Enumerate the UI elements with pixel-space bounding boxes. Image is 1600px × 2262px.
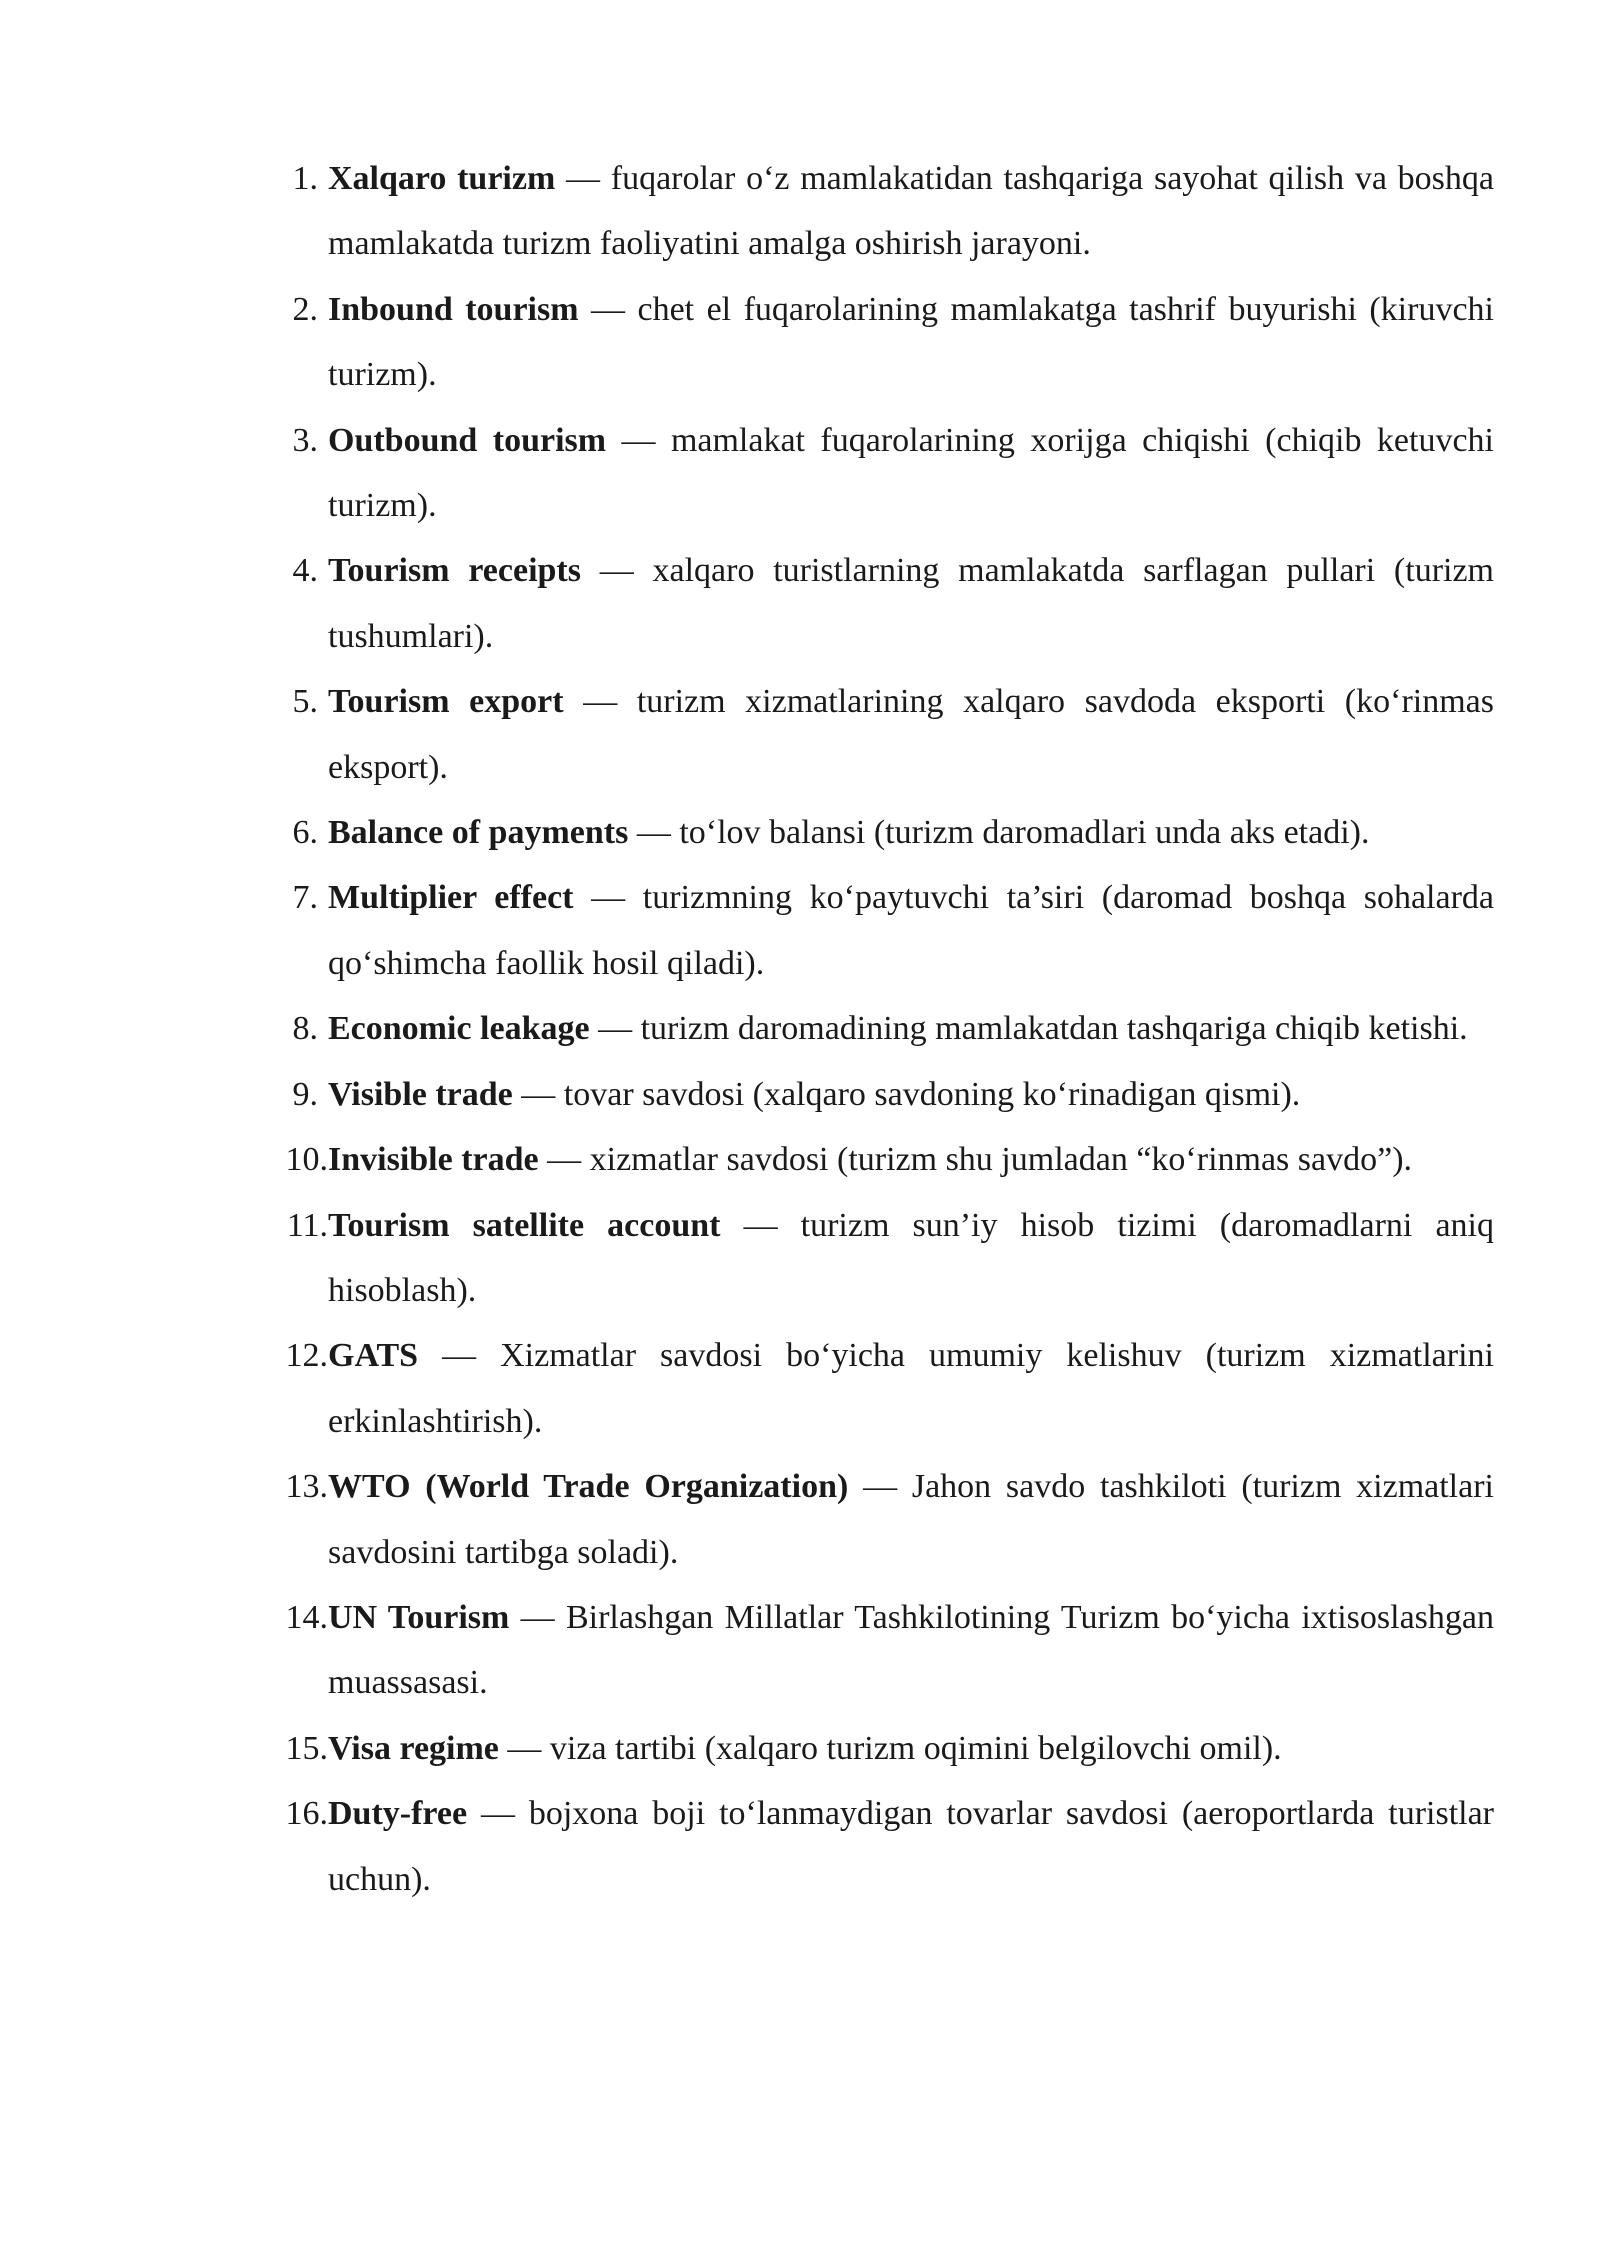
term-name: WTO (World Trade Organization) xyxy=(328,1468,849,1506)
item-number: 13. xyxy=(285,1468,328,1506)
list-item xyxy=(272,408,1494,539)
item-text xyxy=(328,865,1494,996)
item-text xyxy=(328,1716,1494,1781)
item-text xyxy=(328,1781,1494,1912)
term-name: Invisible trade xyxy=(328,1141,539,1179)
item-text xyxy=(328,146,1494,277)
term-definition: — to‘lov balansi (turizm daromadlari unda aks etadi). xyxy=(628,814,1370,852)
term-definition: — chet el fuqarolarining mamlakatga tashrif buyurishi (kiruvchi turizm). xyxy=(328,290,1494,394)
term-name: Balance of payments xyxy=(328,814,629,852)
list-item xyxy=(272,146,1494,277)
term-name: Multiplier effect xyxy=(328,879,574,917)
term-definition: — turizm xizmatlarining xalqaro savdoda eksporti (ko‘rinmas eksport). xyxy=(328,683,1494,786)
term-definition: — Birlashgan Millatlar Tashkilotining Turizm bo‘yicha ixtisoslashgan muassasasi. xyxy=(328,1598,1494,1702)
term-definition: — xizmatlar savdosi (turizm shu jumladan “ko‘rinmas savdo”). xyxy=(538,1141,1413,1179)
term-name: Inbound tourism xyxy=(328,290,579,328)
item-number: 16. xyxy=(285,1795,328,1833)
list-item xyxy=(272,1323,1494,1454)
item-number: 4. xyxy=(292,552,318,590)
term-name: GATS xyxy=(328,1337,419,1375)
item-number: 10. xyxy=(285,1141,328,1179)
term-name: Economic leakage xyxy=(328,1010,590,1048)
list-item xyxy=(272,865,1494,996)
item-text xyxy=(328,669,1494,800)
term-definition: — fuqarolar o‘z mamlakatidan tashqariga sayohat qilish va boshqa mamlakatda turizm faoliyatini amalga oshirish jarayoni. xyxy=(328,160,1494,263)
item-text xyxy=(328,538,1494,669)
term-definition: — turizm sun’iy hisob tizimi (daromadlarni aniq hisoblash). xyxy=(328,1206,1494,1309)
list-item xyxy=(272,538,1494,669)
item-text xyxy=(328,1454,1494,1585)
list-item xyxy=(272,1585,1494,1716)
term-name: Tourism receipts xyxy=(328,552,581,590)
item-text xyxy=(328,800,1494,865)
term-definition: — Xizmatlar savdosi bo‘yicha umumiy kelishuv (turizm xizmatlarini erkinlashtirish). xyxy=(328,1337,1494,1440)
list-item xyxy=(272,1127,1494,1192)
term-name: Visa regime xyxy=(328,1729,499,1767)
item-text xyxy=(328,1062,1494,1127)
term-name: Xalqaro turizm xyxy=(328,160,556,197)
term-name: Tourism satellite account xyxy=(328,1206,721,1244)
term-definition: — tovar savdosi (xalqaro savdoning ko‘rinadigan qismi). xyxy=(512,1075,1301,1113)
term-definition: — Jahon savdo tashkiloti (turizm xizmatlari savdosini tartibga soladi). xyxy=(328,1468,1494,1571)
item-number: 1. xyxy=(292,160,318,197)
list-item xyxy=(272,1716,1494,1781)
list-item xyxy=(272,800,1494,865)
list-item xyxy=(272,1454,1494,1585)
item-text xyxy=(328,1127,1494,1192)
list-item xyxy=(272,277,1494,408)
item-number: 12. xyxy=(285,1337,328,1375)
item-number: 8. xyxy=(292,1010,318,1048)
item-number: 6. xyxy=(292,814,318,852)
term-definition: — turizmning ko‘paytuvchi ta’siri (daromad boshqa sohalarda qo‘shimcha faollik hosil qiladi). xyxy=(328,879,1494,982)
term-name: Outbound tourism xyxy=(328,421,607,459)
term-definition: — mamlakat fuqarolarining xorijga chiqishi (chiqib ketuvchi turizm). xyxy=(328,421,1494,525)
term-list xyxy=(272,146,1494,1912)
term-definition: — xalqaro turistlarning mamlakatda sarflagan pullari (turizm tushumlari). xyxy=(328,552,1495,655)
item-text xyxy=(328,277,1494,408)
term-definition: — viza tartibi (xalqaro turizm oqimini belgilovchi omil). xyxy=(498,1729,1282,1767)
item-text xyxy=(328,408,1494,539)
list-item xyxy=(272,669,1494,800)
term-name: Tourism export xyxy=(328,683,564,721)
item-number: 15. xyxy=(285,1729,328,1767)
item-number: 5. xyxy=(292,683,318,721)
item-text xyxy=(328,1323,1494,1454)
list-item xyxy=(272,1062,1494,1127)
item-number: 11. xyxy=(286,1206,328,1244)
item-number: 3. xyxy=(292,421,318,459)
item-number: 9. xyxy=(292,1075,318,1113)
term-definition: — bojxona boji to‘lanmaydigan tovarlar savdosi (aeroportlarda turistlar uchun). xyxy=(328,1795,1494,1898)
list-item xyxy=(272,1193,1494,1324)
term-name: Visible trade xyxy=(328,1075,513,1113)
item-number: 2. xyxy=(292,290,318,328)
list-item xyxy=(272,996,1494,1061)
item-text xyxy=(328,1585,1494,1716)
term-definition: — turizm daromadining mamlakatdan tashqariga chiqib ketishi. xyxy=(589,1010,1468,1048)
item-text xyxy=(328,996,1494,1061)
item-number: 7. xyxy=(292,879,318,917)
item-number: 14. xyxy=(285,1598,328,1636)
list-item xyxy=(272,1781,1494,1912)
item-text xyxy=(328,1193,1494,1324)
term-name: Duty-free xyxy=(328,1795,468,1833)
term-name: UN Tourism xyxy=(328,1598,510,1636)
